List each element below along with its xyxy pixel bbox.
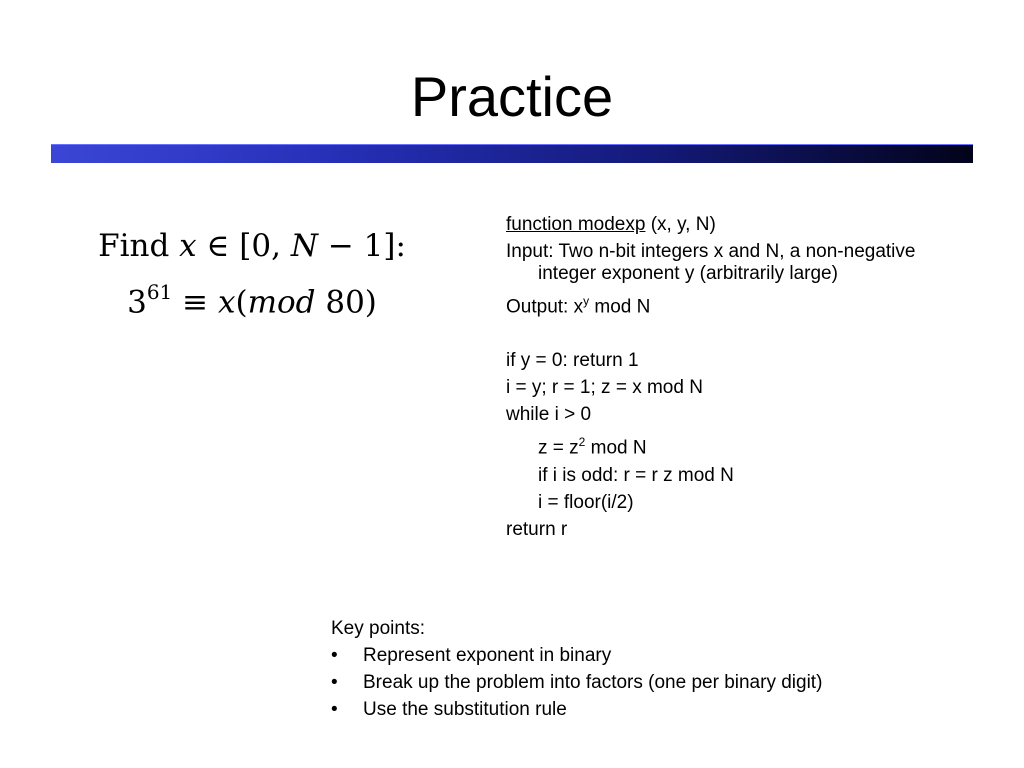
interval-end: − 1]: — [327, 228, 406, 264]
code-line-z — [506, 431, 946, 459]
blank-line — [506, 323, 946, 350]
interval-start: ∈ [0, — [206, 228, 281, 264]
list-item — [331, 642, 971, 669]
code-line-odd: if i is odd: r = r z mod N — [538, 464, 734, 486]
problem-line-1 — [62, 222, 442, 270]
problem-line-2: $3^{61} \equiv x(mod$ 80) — [127, 280, 377, 321]
base: 3 — [127, 284, 147, 321]
list-item-text: Break up the problem into factors (one per binary digit) — [363, 672, 823, 693]
list-item — [331, 696, 971, 723]
modexp-algorithm — [506, 214, 946, 546]
function-params: (x, y, N) — [650, 214, 716, 235]
exponent: 61 — [146, 280, 173, 304]
output-sup: y — [583, 294, 590, 308]
input-line: Input: Two n-bit integers x and N, a non-negative integer exponent y (arbitrarily large) — [506, 241, 916, 284]
code-line-floor: i = floor(i/2) — [538, 491, 634, 513]
key-points-list — [331, 642, 971, 723]
list-item-text: Represent exponent in binary — [363, 645, 612, 666]
z-prefix: z = z — [538, 437, 579, 459]
code-line-return: return r — [506, 518, 568, 540]
title-divider-bar — [51, 144, 973, 163]
code-line-if: if y = 0: return 1 — [506, 350, 639, 372]
code-line-init: i = y; r = 1; z = x mod N — [506, 377, 703, 399]
bullet-icon: • — [331, 645, 338, 666]
bullet-icon: • — [331, 699, 338, 720]
mod-word: mod — [247, 284, 316, 321]
var-n: N — [290, 228, 318, 264]
slide-title: Practice — [410, 65, 614, 128]
function-name: function modexp — [506, 214, 646, 235]
var-x-2: x — [217, 284, 236, 321]
z-sup: 2 — [578, 435, 586, 450]
list-item — [331, 669, 971, 696]
problem-statement — [62, 222, 442, 326]
code-line-while: while i > 0 — [506, 404, 592, 426]
output-prefix: Output: x — [506, 296, 584, 318]
modulus: 80) — [325, 284, 377, 321]
find-word: Find — [98, 228, 170, 264]
output-line — [506, 290, 946, 318]
key-points-heading: Key points: — [331, 618, 425, 639]
function-header — [506, 214, 946, 236]
var-x: x — [179, 228, 197, 264]
key-points — [331, 615, 971, 723]
equiv-symbol: ≡ — [182, 284, 209, 321]
list-item-text: Use the substitution rule — [363, 699, 567, 720]
output-suffix: mod N — [589, 296, 651, 318]
bullet-icon: • — [331, 672, 338, 693]
z-suffix: mod N — [585, 437, 647, 459]
